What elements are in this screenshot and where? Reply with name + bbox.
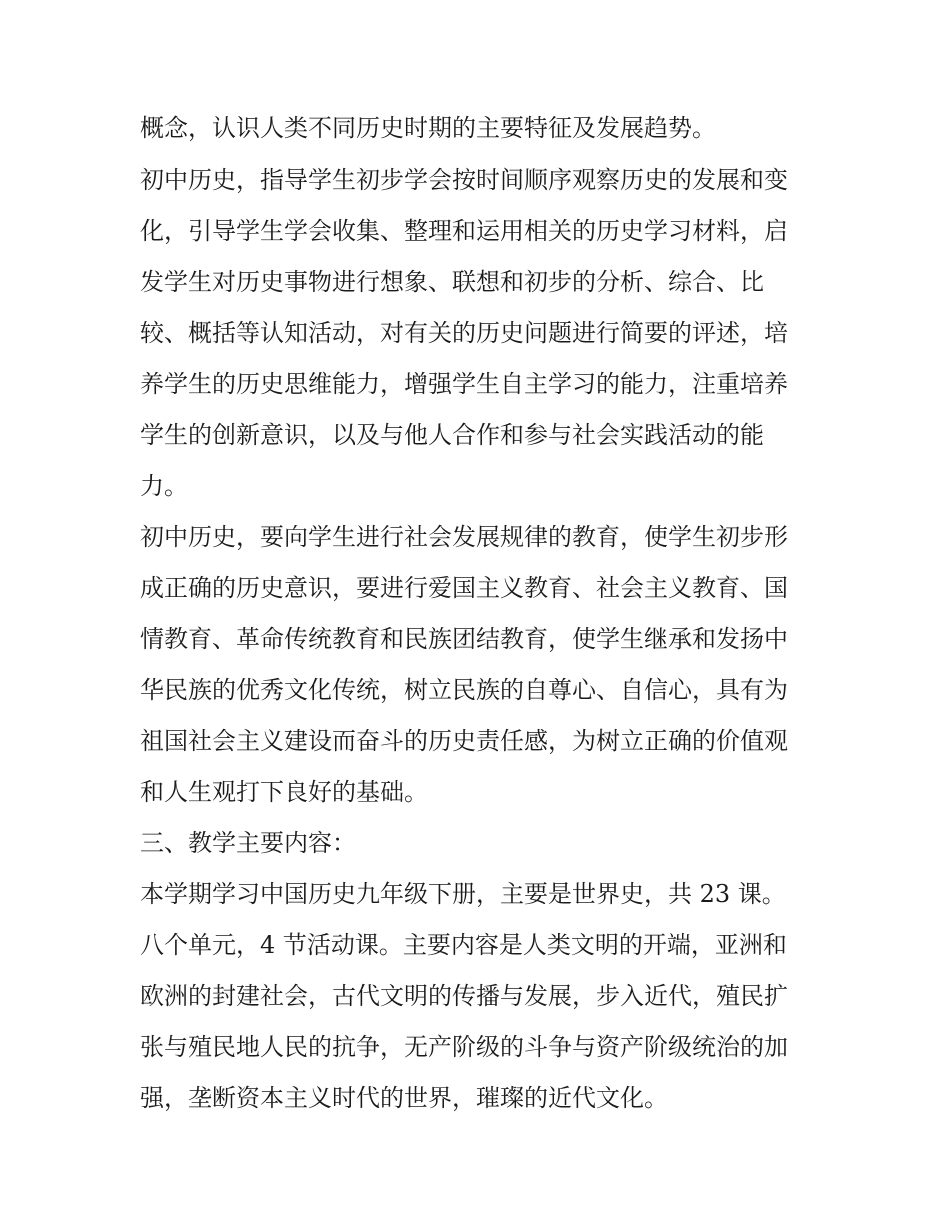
text-line: 华民族的优秀文化传统，树立民族的自尊心、自信心，具有为 bbox=[140, 676, 788, 704]
text-line: 情教育、革命传统教育和民族团结教育，使学生继承和发扬中 bbox=[140, 625, 788, 653]
text-line: 化，引导学生学会收集、整理和运用相关的历史学习材料，启 bbox=[140, 217, 788, 245]
text-line: 欧洲的封建社会，古代文明的传播与发展，步入近代，殖民扩 bbox=[140, 982, 788, 1010]
text-line: 学生的创新意识，以及与他人合作和参与社会实践活动的能 bbox=[140, 421, 764, 449]
text-line: 概念，认识人类不同历史时期的主要特征及发展趋势。 bbox=[140, 114, 716, 142]
text-line: 初中历史，要向学生进行社会发展规律的教育，使学生初步形 bbox=[140, 523, 788, 551]
text-line: 较、概括等认知活动，对有关的历史问题进行简要的评述，培 bbox=[140, 319, 788, 347]
text-line: 本学期学习中国历史九年级下册，主要是世界史，共 23 课。 bbox=[140, 880, 786, 908]
text-line: 和人生观打下良好的基础。 bbox=[140, 778, 428, 806]
text-line: 祖国社会主义建设而奋斗的历史责任感，为树立正确的价值观 bbox=[140, 727, 788, 755]
text-line: 养学生的历史思维能力，增强学生自主学习的能力，注重培养 bbox=[140, 370, 788, 398]
text-line: 发学生对历史事物进行想象、联想和初步的分析、综合、比 bbox=[140, 268, 764, 296]
text-line: 成正确的历史意识，要进行爱国主义教育、社会主义教育、国 bbox=[140, 574, 788, 602]
text-line: 力。 bbox=[140, 472, 188, 500]
section-heading: 三、教学主要内容： bbox=[140, 829, 356, 857]
text-line: 张与殖民地人民的抗争，无产阶级的斗争与资产阶级统治的加 bbox=[140, 1033, 788, 1061]
text-line: 初中历史，指导学生初步学会按时间顺序观察历史的发展和变 bbox=[140, 166, 788, 194]
text-line: 强，垄断资本主义时代的世界，璀璨的近代文化。 bbox=[140, 1084, 668, 1112]
text-line: 八个单元，4 节活动课。主要内容是人类文明的开端，亚洲和 bbox=[140, 931, 787, 959]
